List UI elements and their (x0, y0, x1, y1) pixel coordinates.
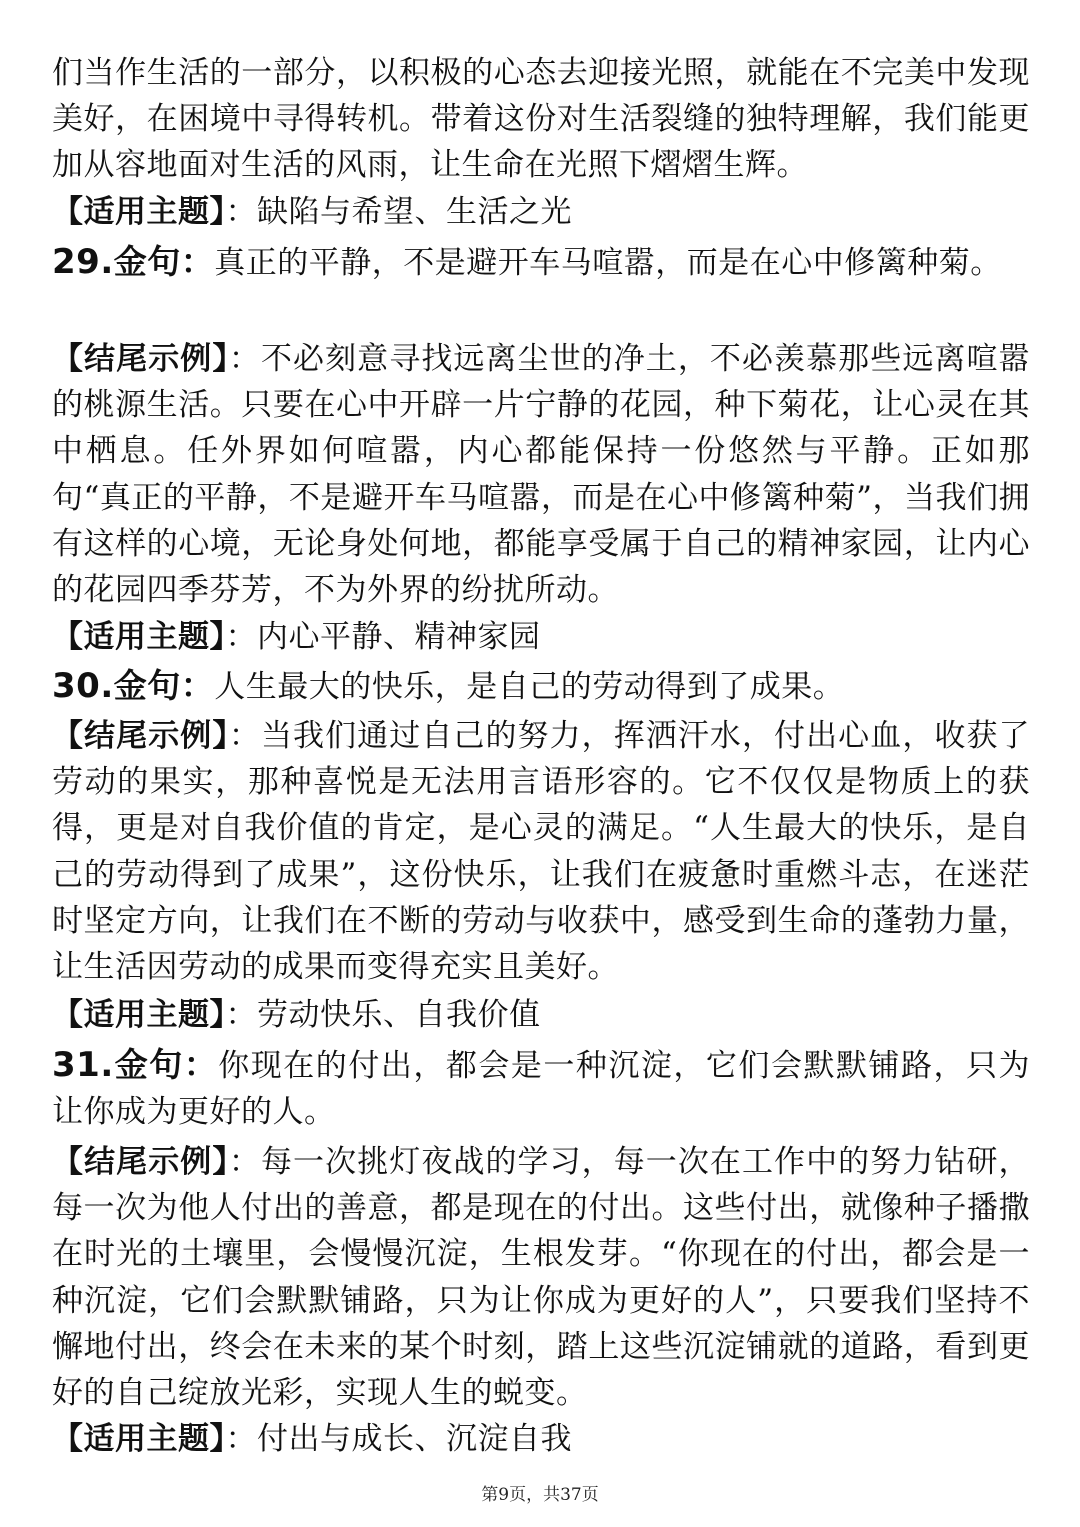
ending-label: 【结尾示例】 (52, 341, 229, 377)
ending-text-30: 当我们通过自己的努力，挥洒汗水，付出心血，收获了劳动的果实，那种喜悦是无法用言语形容的。它不仅仅是物质上的获得，更是对自我价值的肯定，是心灵的满足。“人生最大的快乐，是自己的劳动得到了成果”，这份快乐，让我们在疲惫时重燃斗志，在迷茫时坚定方向，让我们在不断的劳动与收获中，感受到生命的蓬勃力量，让生活因劳动的成果而变得充实且美好。 (52, 718, 1031, 986)
theme-colon: ： (225, 619, 257, 655)
theme-line-29 (52, 614, 1030, 660)
theme-text-31: 付出与成长、沉淀自我 (257, 1421, 572, 1457)
ending-paragraph-29 (52, 336, 1030, 613)
ending-colon: ： (228, 718, 261, 754)
theme-text-29: 内心平静、精神家园 (257, 619, 541, 655)
theme-line-28 (52, 189, 1030, 235)
ending-colon: ： (228, 1144, 261, 1180)
ending-text-29: 不必刻意寻找远离尘世的净土，不必羡慕那些远离喧嚣的桃源生活。只要在心中开辟一片宁静的花园，种下菊花，让心灵在其中栖息。任外界如何喧嚣，内心都能保持一份悠然与平静。正如那句“真正的平静，不是避开车马喧嚣，而是在心中修篱种菊”，当我们拥有这样的心境，无论身处何地，都能享受属于自己的精神家园，让内心的花园四季芬芳，不为外界的纷扰所动。 (52, 341, 1031, 609)
ending-text-31: 每一次挑灯夜战的学习，每一次在工作中的努力钻研，每一次为他人付出的善意，都是现在的付出。这些付出，就像种子播撒在时光的土壤里，会慢慢沉淀，生根发芽。“你现在的付出，都会是一种沉淀，它们会默默铺路，只为让你成为更好的人”，只要我们坚持不懈地付出，终会在未来的某个时刻，踏上这些沉淀铺就的道路，看到更好的自己绽放光彩，实现人生的蜕变。 (52, 1144, 1031, 1412)
ending-paragraph-31 (52, 1139, 1030, 1416)
theme-label: 【适用主题】 (52, 194, 226, 230)
theme-colon: ： (225, 997, 257, 1033)
ending-paragraph-30 (52, 713, 1030, 990)
quote-text-29: 真正的平静，不是避开车马喧嚣，而是在心中修篱种菊。 (214, 245, 1002, 281)
entry-number-29: 29. (52, 242, 114, 282)
theme-label: 【适用主题】 (52, 1421, 226, 1457)
page-number-footer: 第9页，共37页 (481, 1485, 599, 1505)
quote-label: 金句： (113, 1045, 219, 1084)
theme-label: 【适用主题】 (52, 997, 226, 1033)
quote-text-31: 你现在的付出，都会是一种沉淀，它们会默默铺路，只为让你成为更好的人。 (52, 1048, 1031, 1131)
theme-line-30 (52, 992, 1030, 1038)
ending-label: 【结尾示例】 (52, 718, 229, 754)
quote-text-30: 人生最大的快乐，是自己的劳动得到了成果。 (214, 669, 845, 705)
quote-heading-30 (52, 663, 1030, 710)
theme-colon: ： (225, 1421, 257, 1457)
theme-text-30: 劳动快乐、自我价值 (257, 997, 541, 1033)
theme-label: 【适用主题】 (52, 619, 226, 655)
intro-text: 们当作生活的一部分，以积极的心态去迎接光照，就能在不完美中发现美好，在困境中寻得转机。带着这份对生活裂缝的独特理解，我们能更加从容地面对生活的风雨，让生命在光照下熠熠生辉。 (52, 55, 1030, 184)
theme-colon: ： (225, 194, 257, 230)
entry-number-30: 30. (52, 666, 114, 706)
ending-colon: ： (228, 341, 261, 377)
theme-text-28: 缺陷与希望、生活之光 (257, 194, 572, 230)
intro-paragraph (52, 50, 1030, 189)
quote-heading-29 (52, 239, 1030, 286)
ending-label: 【结尾示例】 (52, 1144, 229, 1180)
theme-line-31 (52, 1416, 1030, 1462)
quote-heading-31 (52, 1042, 1030, 1135)
entry-number-31: 31. (52, 1045, 114, 1085)
quote-label: 金句： (113, 666, 215, 705)
quote-label: 金句： (113, 242, 215, 281)
